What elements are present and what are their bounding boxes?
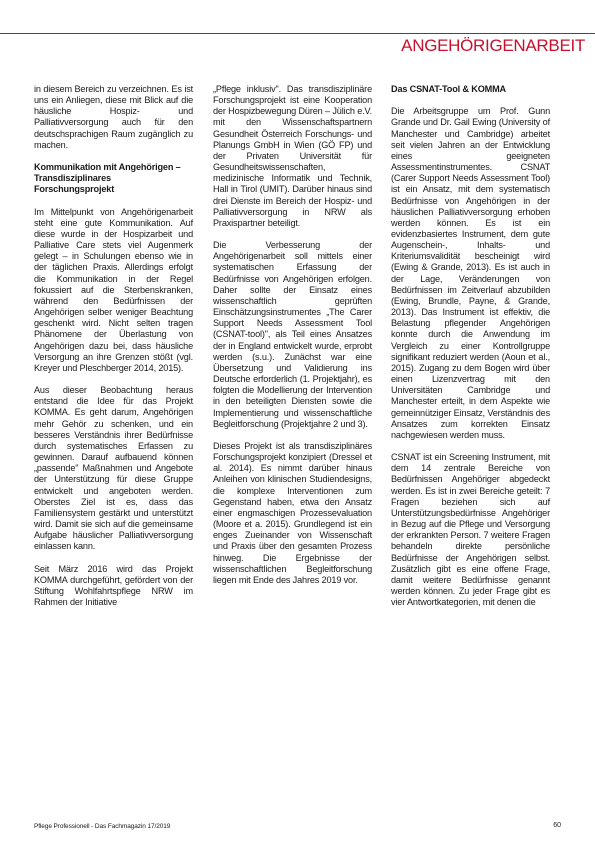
paragraph: Im Mittelpunkt von Angehörigenarbeit steht eine gute Kommunikation. Auf diese wurde in der Hospizarbeit und Palliative Care stets viel Augenmerk gelegt – in Schulungen ebenso wie in der täglichen Praxis. Allerdings erfolgt die Kommunikation in der Regel fokussiert auf die Sterbenskranken, während den Bedürfnissen der Angehörigen selber weniger Beachtung geschenkt wird. Nicht selten tragen Phänomene der Überlastung von Angehörigen dazu bei, dass häusliche Versorgung an ihre Grenzen stößt (vgl. Kreyer und Pleschberger 2014, 2015).: [34, 206, 193, 373]
subheading: Kommunikation mit Angehörigen – Transdisziplinares Forschungsprojekt: [34, 162, 181, 195]
paragraph: „Pflege inklusiv". Das transdisziplinäre Forschungsprojekt ist eine Kooperation der Hospizbewegung Düren – Jülich e.V. mit den Wissenschaftspartnern Gesundheit Österreich Forschungs- und Planungs GmbH in Wien (GÖ FP) und der Privaten Universität für Gesundheitswissenschaften, medizinische Informatik und Technik, Hall in Tirol (UMIT). Darüber hinaus sind drei Dienste im Bereich der Hospiz- und Palliativversorgung in NRW als Praxispartner beteiligt.: [213, 84, 372, 228]
paragraph: Seit März 2016 wird das Projekt KOMMA durchgeführt, gefördert von der Stiftung Wohlfahrtspflege NRW im Rahmen der Initiative: [34, 563, 193, 608]
header-rule: [0, 33, 595, 34]
page-number: 60: [553, 822, 561, 829]
footer-publication: Pflege Professionell - Das Fachmagazin 17/2019: [34, 823, 171, 830]
paragraph: Die Arbeitsgruppe um Prof. Gunn Grande und Dr. Gail Ewing (University of Manchester und Cambridge) arbeitet seit vielen Jahren an der Entwicklung eines geeigneten Assessmentinstrumentes. CSNAT (Carer Support Needs Assessment Tool) ist ein Ansatz, mit dem systematisch Bedürfnisse von Angehörigen in der häuslichen Palliativversorgung erhoben werden können. Es ist ein evidenzbasiertes Instrument, dem gute Augenschein-, Inhalts- und Kriteriumsvalidität bescheinigt wird (Ewing & Grande, 2013). Es ist auch in der Lage, Veränderungen von Bedürfnissen im Zeitverlauf abzubilden (Ewing, Brundle, Payne, & Grande, 2013). Das Instrument ist effektiv, die Belastung pflegender Angehörigen konnte durch die Anwendung im Vergleich zu einer Kontrollgruppe signifikant reduziert werden (Aoun et al., 2015). Zugang zu dem Bogen wird über einen Lizenzvertrag mit den Universitäten Cambridge und Manchester erteilt, in dem Aspekte wie gemeinnütziger Einsatz, Verständnis des Ansatzes zum korrekten Einsatz nachgewiesen werden muss.: [391, 106, 551, 440]
paragraph: Dieses Projekt ist als transdisziplinäres Forschungsprojekt konzipiert (Dressel et al. 2014). Es nimmt darüber hinaus Anleihen von klinischen Studiendesigns, die komplexe Interventionen zum Gegenstand haben, etwa den Ansatz einer engmaschigen Prozessevaluation (Moore et a. 2015). Grundlegend ist ein enges Zueinander von Wissenschaft und Praxis über den gesamten Prozess hinweg. Die Ergebnisse der wissenschaftlichen Begleitforschung liegen mit Ende des Jahres 2019 vor.: [213, 440, 372, 585]
section-title: ANGEHÖRIGENARBEIT: [401, 36, 585, 55]
text-column-3: [391, 84, 550, 619]
paragraph: in diesem Bereich zu verzeichnen. Es ist uns ein Anliegen, diese mit Blick auf die häusliche Hospiz- und Palliativversorgung auch für den deutschsprachigen Raum zugänglich zu machen.: [34, 84, 193, 150]
paragraph: Aus dieser Beobachtung heraus entstand die Idee für das Projekt KOMMA. Es geht darum, Angehörigen mehr Gehör zu schenken, und ein besseres Verständnis ihrer Bedürfnisse durch systematisches Erfassen zu gewinnen. Darauf aufbauend können „passende" Maßnahmen und Angebote der Unterstützung für diese Gruppe entwickelt und angeboten werden. Oberstes Ziel ist es, dass das Familiensystem gestärkt und unterstützt wird. Damit sie sich auf die gemeinsame Aufgabe häuslicher Palliativversorgung einlassen kann.: [34, 385, 193, 552]
text-column-1: [34, 84, 193, 619]
text-column-2: [213, 84, 372, 597]
paragraph: CSNAT ist ein Screening Instrument, mit dem 14 zentrale Bereiche von Bedürfnissen Angehöriger abgedeckt werden. Es ist in zwei Bereiche geteilt: 7 Fragen beziehen sich auf Unterstützungsbedürfnisse Angehöriger in Bezug auf die Pflege und Versorgung der erkrankten Person. 7 weitere Fragen behandeln direkte persönliche Bedürfnisse der Angehörigen selbst. Zusätzlich gibt es eine offene Frage, damit weitere Bedürfnisse genannt werden können. Zu jeder Frage gibt es vier Antwortkategorien, mit denen die: [391, 452, 550, 608]
paragraph: Die Verbesserung der Angehörigenarbeit soll mittels einer systematischen Erfassung der Bedürfnisse von Angehörigen erfolgen. Daher sollte der Einsatz eines wissenschaftlich geprüften Einschätzungsinstrumentes „The Carer Support Needs Assessment Tool (CSNAT-tool)", als Teil eines Ansatzes der in England entwickelt wurde, erprobt werden (s.u.). Zunächst war eine Übersetzung und Validierung ins Deutsche erforderlich (1. Projektjahr), es folgten die Modellierung der Intervention in den beteiligten Diensten sowie die Implementierung und wissenschaftliche Begleitforschung (Projektjahre 2 und 3).: [213, 240, 372, 429]
subheading: Das CSNAT-Tool & KOMMA: [391, 84, 506, 94]
